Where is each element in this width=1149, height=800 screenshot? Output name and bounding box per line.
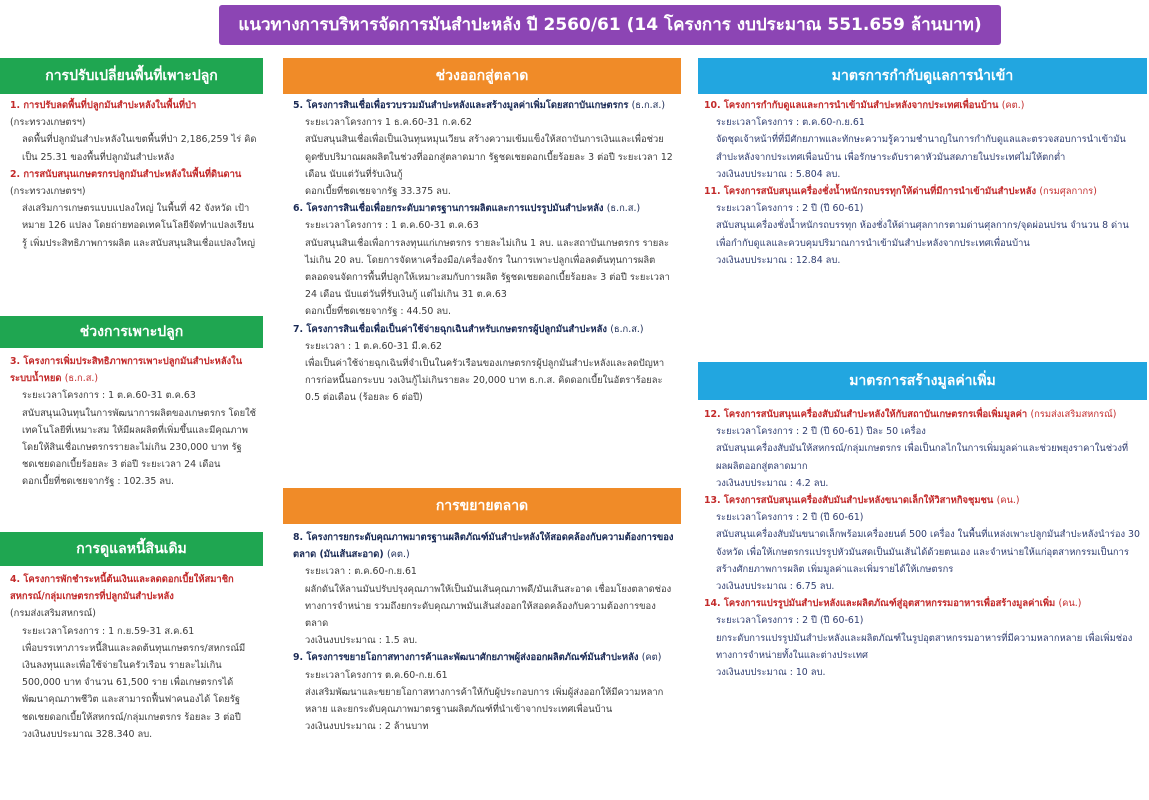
project-7-title: 7. โครงการสินเชื่อเพื่อเป็นค่าใช้จ่ายฉุกเฉินสำหรับเกษตรกรผู้ปลูกมันสำปะหลัง (ธ.ก.ส.) — [293, 323, 644, 335]
project-12-title: 12. โครงการสนับสนุนเครื่องสับมันสำปะหลังให้กับสถาบันเกษตรกรเพื่อเพิ่มมูลค่า (กรมส่งเสริมสหกรณ์) — [704, 409, 1117, 420]
project-3-desc: สนับสนุนเงินทุนในการพัฒนาการผลิตของเกษตรกร โดยใช้เทคโนโลยีที่เหมาะสม ให้มีผลผลิตที่เพิ่มขึ้นและมีคุณภาพ โดยให้สินเชื่อเกษตรกรรายละไม่เกิน 230,000 บาท รัฐชดเชยดอกเบี้ยร้อยละ 3 ต่อปี ระยะเวลา 24 เดือน — [22, 407, 257, 471]
project-10-budget: วงเงินงบประมาณ : 5.804 ลบ. — [716, 168, 841, 180]
project-6-title: 6. โครงการสินเชื่อเพื่อยกระดับมาตรฐานการผลิตและการแปรรูปมันสำปะหลัง (ธ.ก.ส.) — [293, 203, 641, 215]
project-4-budget: วงเงินงบประมาณ 328.340 ลบ. — [22, 728, 153, 740]
project-10-desc: จัดชุดเจ้าหน้าที่ที่มีศักยภาพและทักษะความรู้ความชำนาญในการกำกับดูแลและตรวจสอบการนำเข้ามันสำปะหลังจากประเทศเพื่อนบ้าน เพื่อรักษาระดับราคาหัวมันสดภายในประเทศไม่ให้ตกต่ำ — [716, 134, 1126, 163]
page-title: แนวทางการบริหารจัดการมันสำปะหลัง ปี 2560/61 (14 โครงการ งบประมาณ 551.659 ล้านบาท) — [219, 5, 1001, 45]
project-5-desc: สนับสนุนสินเชื่อเพื่อเป็นเงินทุนหมุนเวียน สร้างความเข้มแข็งให้สถาบันการเงินและเพื่อช่วยดูดซับปริมาณผลผลิตในช่วงที่ออกสู่ตลาดมาก รัฐชดเชยดอกเบี้ยร้อยละ 3 ต่อปี ระยะเวลา 12 เดือน นับแต่วันที่รับเงินกู้ — [305, 134, 673, 180]
project-9-title: 9. โครงการขยายโอกาสทางการค้าและพัฒนาศักยภาพผู้ส่งออกผลิตภัณฑ์มันสำปะหลัง (คต) — [293, 652, 662, 664]
project-12-budget: วงเงินงบประมาณ : 4.2 ลบ. — [716, 477, 829, 489]
project-3-period: ระยะเวลาโครงการ : 1 ต.ค.60-31 ต.ค.63 — [22, 390, 196, 402]
project-12-period: ระยะเวลาโครงการ : 2 ปี (ปี 60-61) ปีละ 50 เครื่อง — [716, 426, 926, 438]
project-10-title: 10. โครงการกำกับดูแลและการนำเข้ามันสำปะหลังจากประเทศเพื่อนบ้าน (คต.) — [704, 100, 1025, 111]
project-13-title: 13. โครงการสนับสนุนเครื่องสับมันสำปะหลังขนาดเล็กให้วิสาหกิจชุมชน (คน.) — [704, 495, 1020, 507]
project-6-desc: สนับสนุนสินเชื่อเพื่อการลงทุนแก่เกษตรกร รายละไม่เกิน 1 ลบ. และสถาบันเกษตรกร รายละไม่เกิน 20 ลบ. โดยการจัดหาเครื่องมือ/เครื่องจักร ในการเพาะปลูกเพื่อลดต้นทุนการผลิตตลอดจนจัดการพื้นที่ปลูกให้เหมาะสมกับการผลิต รัฐชดเชยดอกเบี้ยร้อยละ 3 ต่อปี ระยะเวลา 24 เดือน นับแต่วันที่รับเงินกู้ แต่ไม่เกิน 31 ต.ค.63 — [305, 237, 670, 301]
section-body-planting-area — [0, 94, 263, 254]
section-heading-import-control: มาตรการกำกับดูแลการนำเข้า — [698, 58, 1147, 94]
project-6-budget: ดอกเบี้ยที่ชดเชยจากรัฐ : 44.50 ลบ. — [305, 306, 451, 318]
project-11-budget: วงเงินงบประมาณ : 12.84 ลบ. — [716, 254, 841, 266]
project-6-period: ระยะเวลาโครงการ : 1 ต.ค.60-31 ต.ค.63 — [305, 220, 479, 232]
project-1-desc: ลดพื้นที่ปลูกมันสำปะหลังในเขตพื้นที่ป่า 2,186,259 ไร่ คิดเป็น 25.31 ของพื้นที่ปลูกมันสำปะหลัง — [22, 134, 257, 163]
project-5-title: 5. โครงการสินเชื่อเพื่อรวบรวมมันสำปะหลังและสร้างมูลค่าเพิ่มโดยสถาบันเกษตรกร (ธ.ก.ส.) — [293, 100, 666, 111]
project-9-desc: ส่งเสริมพัฒนาและขยายโอกาสทางการค้าให้กับผู้ประกอบการ เพิ่มผู้ส่งออกให้มีความหลากหลาย และยกระดับคุณภาพมาตรฐานผลิตภัณฑ์ที่นำเข้าจากประเทศเพื่อนบ้าน — [305, 686, 664, 716]
project-5-period: ระยะเวลาโครงการ 1 ธ.ค.60-31 ก.ค.62 — [305, 117, 472, 129]
project-2-title: 2. การสนับสนุนเกษตรกรปลูกมันสำปะหลังในพื้นที่ดินดาน — [10, 168, 242, 180]
section-body-import-control — [698, 94, 1147, 271]
project-9-period: ระยะเวลาโครงการ ต.ค.60-ก.ย.61 — [305, 669, 448, 681]
project-3-budget: ดอกเบี้ยที่ชดเชยจากรัฐ : 102.35 ลบ. — [22, 476, 174, 488]
project-10-period: ระยะเวลาโครงการ : ต.ค.60-ก.ย.61 — [716, 117, 865, 129]
project-12-desc: สนับสนุนเครื่องสับมันให้สหกรณ์/กลุ่มเกษตรกร เพื่อเป็นกลไกในการเพิ่มมูลค่าและช่วยพยุงราคาในช่วงที่ผลผลิตออกสู่ตลาดมาก — [716, 443, 1129, 472]
section-heading-debt: การดูแลหนี้สินเดิม — [0, 532, 263, 566]
project-13-period: ระยะเวลาโครงการ : 2 ปี (ปี 60-61) — [716, 512, 864, 524]
section-body-market-expansion — [283, 526, 681, 737]
project-8-title: 8. โครงการยกระดับคุณภาพมาตรฐานผลิตภัณฑ์มันสำปะหลังให้สอดคล้องกับความต้องการของตลาด (มันเส้นสะอาด) (คต.) — [293, 532, 674, 561]
project-14-period: ระยะเวลาโครงการ : 2 ปี (ปี 60-61) — [716, 615, 864, 627]
project-2-desc: ส่งเสริมการเกษตรแบบแปลงใหญ่ ในพื้นที่ 42 จังหวัด เป้าหมาย 126 แปลง โดยถ่ายทอดเทคโนโลยีจัดทำแปลงเรียนรู้ เพิ่มประสิทธิภาพการผลิต และสนับสนุนสินเชื่อแปลงใหญ่ — [22, 203, 255, 249]
section-heading-market-release: ช่วงออกสู่ตลาด — [283, 58, 681, 94]
project-13-budget: วงเงินงบประมาณ : 6.75 ลบ. — [716, 581, 835, 593]
project-1-agency: (กระทรวงเกษตรฯ) — [10, 117, 86, 129]
project-4-title: 4. โครงการพักชำระหนี้ต้นเงินและลดดอกเบี้ยให้สมาชิกสหกรณ์/กลุ่มเกษตรกรที่ปลูกมันสำปะหลัง — [10, 574, 234, 603]
project-2-agency: (กระทรวงเกษตรฯ) — [10, 186, 86, 198]
column-left — [0, 58, 263, 740]
project-8-period: ระยะเวลา : ต.ค.60-ก.ย.61 — [305, 566, 417, 578]
section-body-value-added — [698, 403, 1147, 683]
project-14-budget: วงเงินงบประมาณ : 10 ลบ. — [716, 667, 826, 679]
section-body-market-release — [283, 94, 681, 409]
column-right — [698, 58, 1147, 679]
project-7-desc: เพื่อเป็นค่าใช้จ่ายฉุกเฉินที่จำเป็นในครัวเรือนของเกษตรกรผู้ปลูกมันสำปะหลังและลดปัญหาการก่อหนี้นอกระบบ วงเงินกู้ไม่เกินรายละ 20,000 บาท ธ.ก.ส. คิดดอกเบี้ยในอัตราร้อยละ 0.5 ต่อเดือน (ร้อยละ 6 ต่อปี) — [305, 358, 665, 404]
project-4-period: ระยะเวลาโครงการ : 1 ก.ย.59-31 ส.ค.61 — [22, 625, 195, 637]
project-7-period: ระยะเวลา : 1 ต.ค.60-31 มี.ค.62 — [305, 340, 443, 352]
section-heading-market-expansion: การขยายตลาด — [283, 488, 681, 524]
project-8-desc: ผลักดันให้ลานมันปรับปรุงคุณภาพให้เป็นมันเส้นคุณภาพดี/มันเส้นสะอาด เชื่อมโยงตลาดช่องทางการจำหน่าย รวมถึงยกระดับคุณภาพมันเส้นส่งออกให้สอดคล้องกับความต้องการของตลาด — [305, 583, 672, 630]
project-11-title: 11. โครงการสนับสนุนเครื่องชั่งน้ำหนักรถบรรทุกให้ด่านที่มีการนำเข้ามันสำปะหลัง (กรมศุลกากร) — [704, 186, 1097, 198]
project-9-budget: วงเงินงบประมาณ : 2 ล้านบาท — [305, 721, 429, 733]
project-11-desc: สนับสนุนเครื่องชั่งน้ำหนักรถบรรทุก ห้องชั่งให้ด่านศุลกากรตามด่านศุลกากร/จุดผ่อนปรน จำนวน 8 ด่าน เพื่อกำกับดูแลและควบคุมปริมาณการนำเข้ามันสำปะหลังจากประเทศเพื่อนบ้าน — [716, 220, 1129, 249]
column-middle — [283, 58, 681, 733]
project-14-desc: ยกระดับการแปรรูปมันสำปะหลังและผลิตภัณฑ์ในรูปอุตสาหกรรมอาหารที่มีความหลากหลาย เพื่อเพิ่มช่องทางการจำหน่ายทั้งในและต่างประเทศ — [716, 632, 1133, 661]
project-13-desc: สนับสนุนเครื่องสับมันขนาดเล็กพร้อมเครื่องยนต์ 500 เครื่อง ในพื้นที่แหล่งเพาะปลูกมันสำปะหลังนำร่อง 30 จังหวัด เพื่อให้เกษตรกรแปรรูปหัวมันสดเป็นมันเส้นได้ด้วยตนเอง และจำหน่ายให้แก่อุตสาหกรรมเป็นการสร้างศักยภาพการผลิต เพิ่มมูลค่าและเพิ่มรายได้ให้เกษตรกร — [716, 529, 1140, 575]
project-4-desc: เพื่อบรรเทาภาระหนี้สินและลดต้นทุนเกษตรกร/สหกรณ์มีเงินลงทุนและเพื่อใช้จ่ายในครัวเรือน รายละไม่เกิน 500,000 บาท จำนวน 61,500 ราย เพื่อเกษตรกรได้พัฒนาคุณภาพชีวิต และสามารถฟื้นฟาคนองได้ โดยรัฐชดเชยดอกเบี้ยให้สหกรณ์/กลุ่มเกษตรกร ร้อยละ 3 ต่อปี — [22, 642, 246, 723]
section-heading-planting-area: การปรับเปลี่ยนพื้นที่เพาะปลูก — [0, 58, 263, 94]
section-heading-value-added: มาตรการสร้างมูลค่าเพิ่ม — [698, 362, 1147, 400]
section-body-planting — [0, 350, 263, 493]
project-5-budget: ดอกเบี้ยที่ชดเชยจากรัฐ 33.375 ลบ. — [305, 186, 451, 198]
section-heading-planting: ช่วงการเพาะปลูก — [0, 316, 263, 348]
project-8-budget: วงเงินงบประมาณ : 1.5 ลบ. — [305, 635, 418, 647]
project-3-title: 3. โครงการเพิ่มประสิทธิภาพการเพาะปลูกมันสำปะหลังในระบบน้ำหยด (ธ.ก.ส.) — [10, 356, 243, 385]
project-14-title: 14. โครงการแปรรูปมันสำปะหลังและผลิตภัณฑ์สู่อุตสาหกรรมอาหารเพื่อสร้างมูลค่าเพิ่ม (คน.) — [704, 598, 1082, 610]
project-11-period: ระยะเวลาโครงการ : 2 ปี (ปี 60-61) — [716, 203, 864, 215]
section-body-debt — [0, 568, 263, 745]
project-1-title: 1. การปรับลดพื้นที่ปลูกมันสำปะหลังในพื้นที่ป่า — [10, 100, 197, 111]
project-4-agency: (กรมส่งเสริมสหกรณ์) — [10, 608, 96, 620]
